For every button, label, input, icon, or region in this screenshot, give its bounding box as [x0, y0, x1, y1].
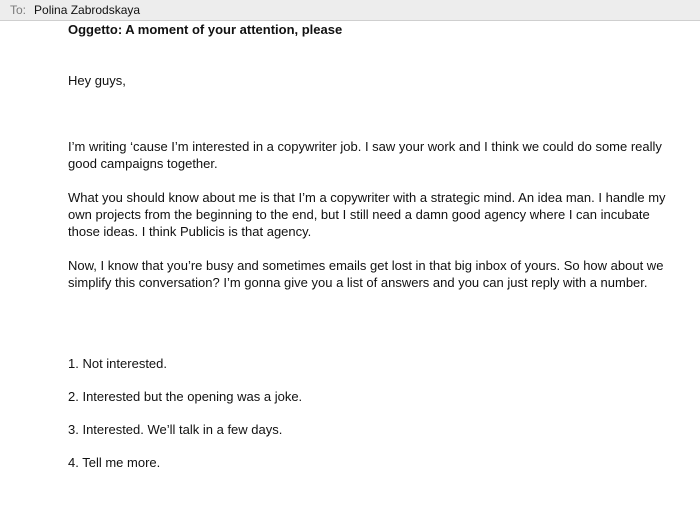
- answer-option-4: 4. Tell me more.: [68, 455, 161, 470]
- answer-option-3: 3. Interested. We’ll talk in a few days.: [68, 422, 283, 437]
- email-greeting: Hey guys,: [68, 73, 126, 88]
- recipient-name[interactable]: Polina Zabrodskaya: [34, 3, 141, 17]
- answer-option-1: 1. Not interested.: [68, 356, 167, 371]
- email-paragraph-2: What you should know about me is that I’m a copywriter with a strategic mind. An idea man. I handle my own projects from the beginning to the end, but I still need a damn good agency where I can incubate those ideas. I think Publicis is that agency.: [68, 190, 666, 239]
- email-paragraph-3: Now, I know that you’re busy and sometimes emails get lost in that big inbox of yours. So how about we simplify this conversation? I’m gonna give you a list of answers and you can just reply with a number.: [68, 258, 664, 290]
- email-paragraph-1: I’m writing ‘cause I’m interested in a copywriter job. I saw your work and I think we could do some really good campaigns together.: [68, 139, 662, 171]
- to-label: To:: [10, 3, 27, 17]
- answer-option-2: 2. Interested but the opening was a joke.: [68, 389, 303, 404]
- email-subject: Oggetto: A moment of your attention, please: [68, 22, 343, 37]
- recipient-bar[interactable]: [0, 0, 700, 21]
